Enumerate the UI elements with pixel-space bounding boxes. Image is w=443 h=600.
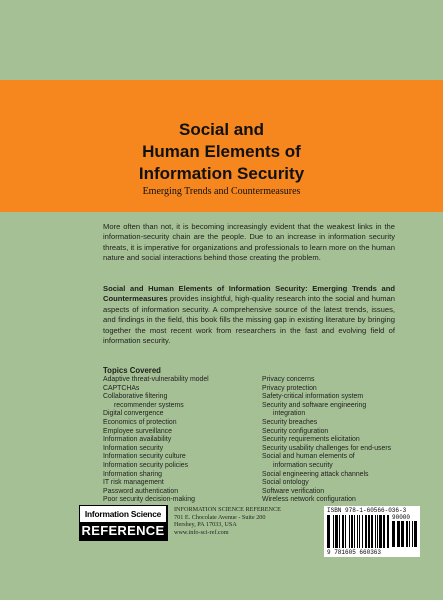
topic-item: Social ontology	[262, 479, 309, 487]
topic-item: Privacy protection	[262, 384, 317, 392]
publisher-name: INFORMATION SCIENCE REFERENCE	[174, 506, 281, 513]
topic-item-continuation: integration	[273, 410, 306, 418]
book-title-line-3: Information Security	[138, 164, 305, 183]
book-title-line-2: Human Elements of	[142, 142, 301, 161]
ean-digits: 9 781605 660363	[327, 549, 382, 556]
publisher-website: www.info-sci-ref.com	[174, 528, 229, 536]
topic-item-continuation: information security	[273, 461, 333, 469]
topic-item: Poor security decision-making	[103, 496, 195, 504]
topic-item: IT risk management	[103, 479, 164, 487]
topic-item: Software verification	[262, 487, 325, 495]
topic-item: Safety-critical information system	[262, 393, 364, 401]
topic-item: Social engineering attack channels	[262, 470, 369, 478]
topic-item: Social and human elements of	[262, 453, 355, 461]
ean-barcode-bars	[327, 515, 389, 548]
price-code: 90000	[392, 514, 411, 521]
book-subtitle: Emerging Trends and Countermeasures	[142, 186, 301, 197]
topic-item: Security usability challenges for end-users	[262, 444, 392, 452]
topic-item: Employee surveillance	[103, 427, 172, 435]
publisher-address-line-2: Hershey, PA 17033, USA	[174, 521, 237, 529]
topic-item: Security requirements elicitation	[262, 436, 360, 444]
book-title-line-1: Social and	[178, 120, 265, 139]
topic-item: Security breaches	[262, 418, 318, 426]
topic-item: Digital convergence	[103, 410, 164, 418]
topic-item: Security and software engineering	[262, 401, 367, 409]
topic-item: Collaborative filtering	[103, 393, 168, 401]
description-paragraph-1: More often than not, it is becoming increasingly evident that the weakest links in the information-security chain are the people. Due to an increase in information security threats, it is imperative for organizations and professionals to learn more on the human nature and social interactions behind those creating the problem.	[103, 222, 395, 263]
topic-item: Wireless network configuration	[262, 496, 356, 504]
description-book-title-bold: Social and Human Elements of Information Security: Emerging Trends and Countermeasures	[103, 284, 395, 304]
topic-item: CAPTCHAs	[103, 384, 140, 392]
logo-line-1: Information Science	[80, 506, 166, 522]
isbn-text: ISBN 978-1-60566-036-3	[327, 507, 407, 514]
topic-item: Information security	[103, 444, 164, 452]
topic-item-continuation: recommender systems	[114, 401, 184, 409]
topic-item: Economics of protection	[103, 418, 177, 426]
topics-list-left	[103, 376, 253, 505]
topics-list-right	[262, 376, 402, 505]
topic-item: Information security policies	[103, 461, 189, 469]
topic-item: Information security culture	[103, 453, 186, 461]
barcode-panel	[324, 506, 420, 557]
description-paragraph-2-text: provides insightful, high-quality research into the social and human aspects of information security. A comprehensive source of the latest trends, issues, and findings in the field, this book fills the missing gap in existing literature by bringing together the most recent work from researchers in the fast and evolving field of information security.	[103, 294, 395, 346]
publisher-logo	[79, 505, 168, 541]
topic-item: Password authentication	[103, 487, 179, 495]
topics-heading: Topics Covered	[103, 366, 161, 375]
description-paragraph-2	[103, 284, 395, 346]
topic-item: Information sharing	[103, 470, 162, 478]
publisher-address-block	[174, 506, 281, 536]
addon-barcode-bars	[392, 521, 418, 547]
publisher-address-line-1: 701 E. Chocolate Avenue - Suite 200	[174, 513, 266, 521]
topic-item: Adaptive threat-vulnerability model	[103, 376, 209, 383]
logo-line-2: REFERENCE	[81, 523, 165, 538]
topic-item: Information availability	[103, 436, 172, 444]
topic-item: Security configuration	[262, 427, 329, 435]
topic-item: Privacy concerns	[262, 376, 315, 383]
